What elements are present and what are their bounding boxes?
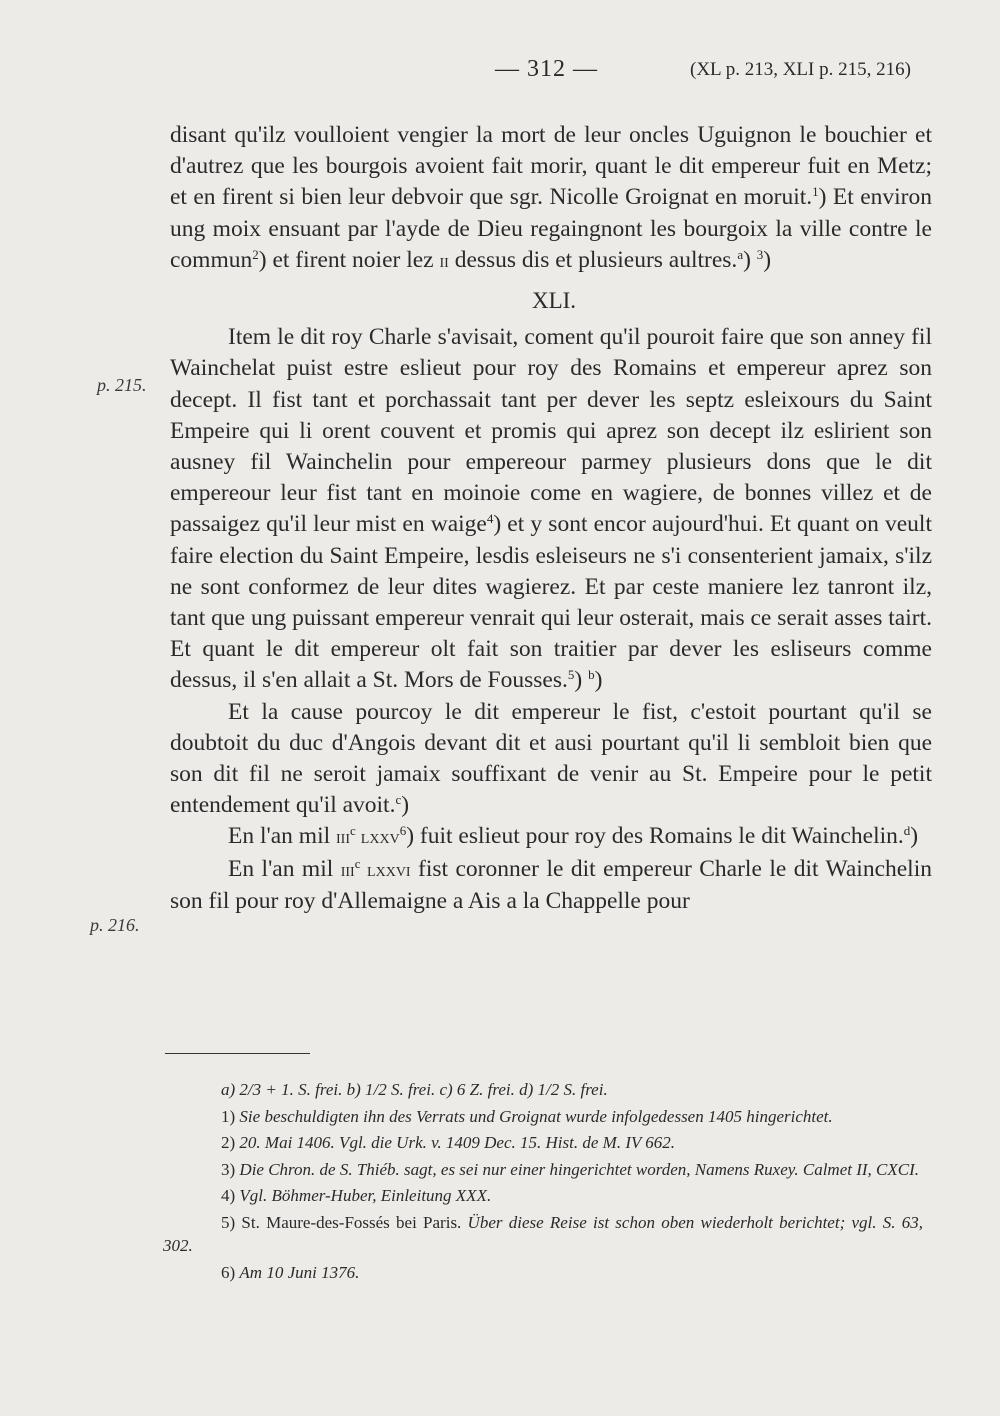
footnote-rule [165, 1053, 310, 1054]
footnote-3: 3) Die Chron. de S. Thiéb. sagt, es sei nur einer hingerichtet worden, Namens Ruxey. Calmet II, CXCI. [221, 1159, 920, 1179]
paragraph-2: Item le dit roy Charle s'avisait, coment qu'il pouroit faire que son anney fil Wainchelat puist estre eslieut pour roy des Romains et empereur aprez son decept. Il fist tant et porchassait tant per dever les septz esleixours du Saint Empeire qui li orent couvent et promis qui aprez son decept ilz eslirient son ausney fil Wainchelin pour empereour parmey plusieurs dons que le dit empereour leur fist tant en moinoie come en wagiere, de bonnes villez et de passaigez qu'il leur mist en waige$^4$) et y sont encor aujourd'hui. Et quant on veult faire election du Saint Empeire, lesdis esleiseurs ne s'i consenterient jamaix, s'ilz ne sont conformez de leur dites wagierez. Et par ceste maniere lez tanront ilz, tant que ung puissant empereur venrait qui leur osterait, mais ce serait asses tairt. Et quant le dit empereur olt fait son traitier par dever les esliseurs comme dessus, il s'en allait a St. Mors de Fousses.$^5$) $^b$) [170, 324, 932, 694]
footnote-2: 2) 20. Mai 1406. Vgl. die Urk. v. 1409 Dec. 15. Hist. de M. IV 662. [221, 1133, 676, 1152]
footnote-6: 6) Am 10 Juni 1376. [221, 1262, 360, 1282]
paragraph-4: En l'an mil iii$^c$ lxxv$^6$) fuit eslieut pour roy des Romains le dit Wainchelin.$^d$) [228, 823, 919, 850]
variant-notes: a) 2/3 + 1. S. frei. b) 1/2 S. frei. c) 6 Z. frei. d) 1/2 S. frei. [221, 1080, 608, 1099]
chapter-heading: XLI. [531, 288, 577, 314]
main-text [170, 120, 932, 917]
page-number: — 312 — [495, 56, 598, 82]
footnote-1: 1) Sie beschuldigten ihn des Verrats und Groignat wurde infolgedessen 1405 hingerichtet. [221, 1106, 833, 1126]
margin-note-p216: p. 216. [90, 915, 140, 935]
page-header [0, 56, 1000, 86]
running-head: (XL p. 213, XLI p. 215, 216) [690, 59, 911, 80]
paragraph-3: Et la cause pourcoy le dit empereur le fist, c'estoit pourtant qu'il se doubtoit du duc d'Angois devant dit et ausi pourtant qu'il li sembloit bien que son dit fil ne seroit jamaix souffixant de venir au St. Empeire pour le petit entendement qu'il avoit.$^c$) [170, 698, 932, 819]
paragraph-1: disant qu'ilz voulloient vengier la mort de leur oncles Uguignon le bouchier et d'autrez que les bourgois avoient fait morir, quant le dit empereur fuit en Metz; et en firent si bien leur debvoir que sgr. Nicolle Groignat en moruit.$^1$) Et environ ung moix ensuant par l'ayde de Dieu regaingnont les bourgoix la ville contre le commun$^2$) et firent noier lez ii dessus dis et plusieurs aultres.$^a$) $^3$) [170, 122, 933, 273]
footnote-4: 4) Vgl. Böhmer-Huber, Einleitung XXX. [221, 1186, 492, 1205]
paragraph-5: En l'an mil iii$^c$ lxxvi fist coronner le dit empereur Charle le dit Wainchelin son fil pour roy d'Allemaigne a Ais a la Chappelle pour [170, 855, 932, 914]
margin-note-p215: p. 215. [97, 375, 147, 395]
footnotes [163, 1078, 923, 1287]
footnote-5: 5) St. Maure-des-Fossés bei Paris. Über diese Reise ist schon oben wiederholt berichtet; vgl. S. 63, 302. [163, 1212, 923, 1255]
